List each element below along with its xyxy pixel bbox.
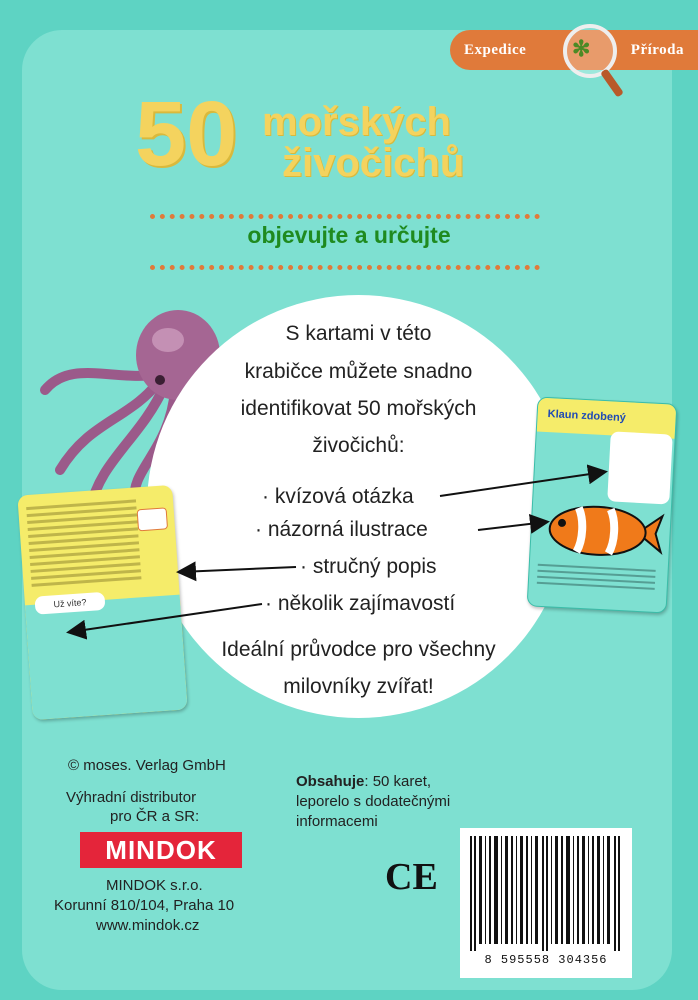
barcode-digits: 8 595558 304356 [484,953,608,967]
grasshopper-icon: ✻ [572,36,591,61]
intro-line-3: identifikovat 50 mořských [240,397,477,420]
closing-line-1: Ideální průvodce pro všechny [221,638,496,661]
contents-text: : 50 karet, [364,773,432,790]
title-number: 50 [135,83,238,185]
address-line-1: MINDOK s.r.o. [106,877,203,894]
feature-illustration: · názorná ilustrace [255,518,428,541]
closing-line-2: milovníky zvířat! [283,675,434,698]
distributor-line-1: Výhradní distributor [66,789,197,806]
intro-line-4: živočichů: [312,434,405,457]
website: www.mindok.cz [96,917,200,934]
mindok-logo: MINDOK [80,832,242,868]
barcode-bars [470,836,622,951]
contents-label: Obsahuje [296,773,365,790]
feature-description: · stručný popis [300,555,437,578]
badge-right-label: Příroda [630,41,684,58]
sample-card-tag: Už víte? [34,592,105,615]
sample-card-title: Klaun zdobený [547,408,627,425]
feature-quiz: · kvízová otázka [262,485,414,508]
intro-line-2: krabičce můžete snadno [244,360,473,383]
title-line-1: mořských [262,100,451,144]
ce-mark: CE [385,856,438,898]
contents-line-3: informacemi [296,813,378,830]
badge-left-label: Expedice [464,41,527,58]
distributor-line-2: pro ČR a SR: [110,808,200,825]
contents-line-1 [296,772,431,791]
intro-line-1: S kartami v této [285,322,432,345]
barcode [460,828,632,978]
copyright: © moses. Verlag GmbH [68,757,226,774]
address-line-2: Korunní 810/104, Praha 10 [54,897,235,914]
contents-line-2: leporelo s dodatečnými [296,793,451,810]
feature-facts: · několik zajímavostí [265,592,456,615]
subtitle: objevujte a určujte [247,222,451,248]
title-line-2: živočichů [282,141,465,185]
